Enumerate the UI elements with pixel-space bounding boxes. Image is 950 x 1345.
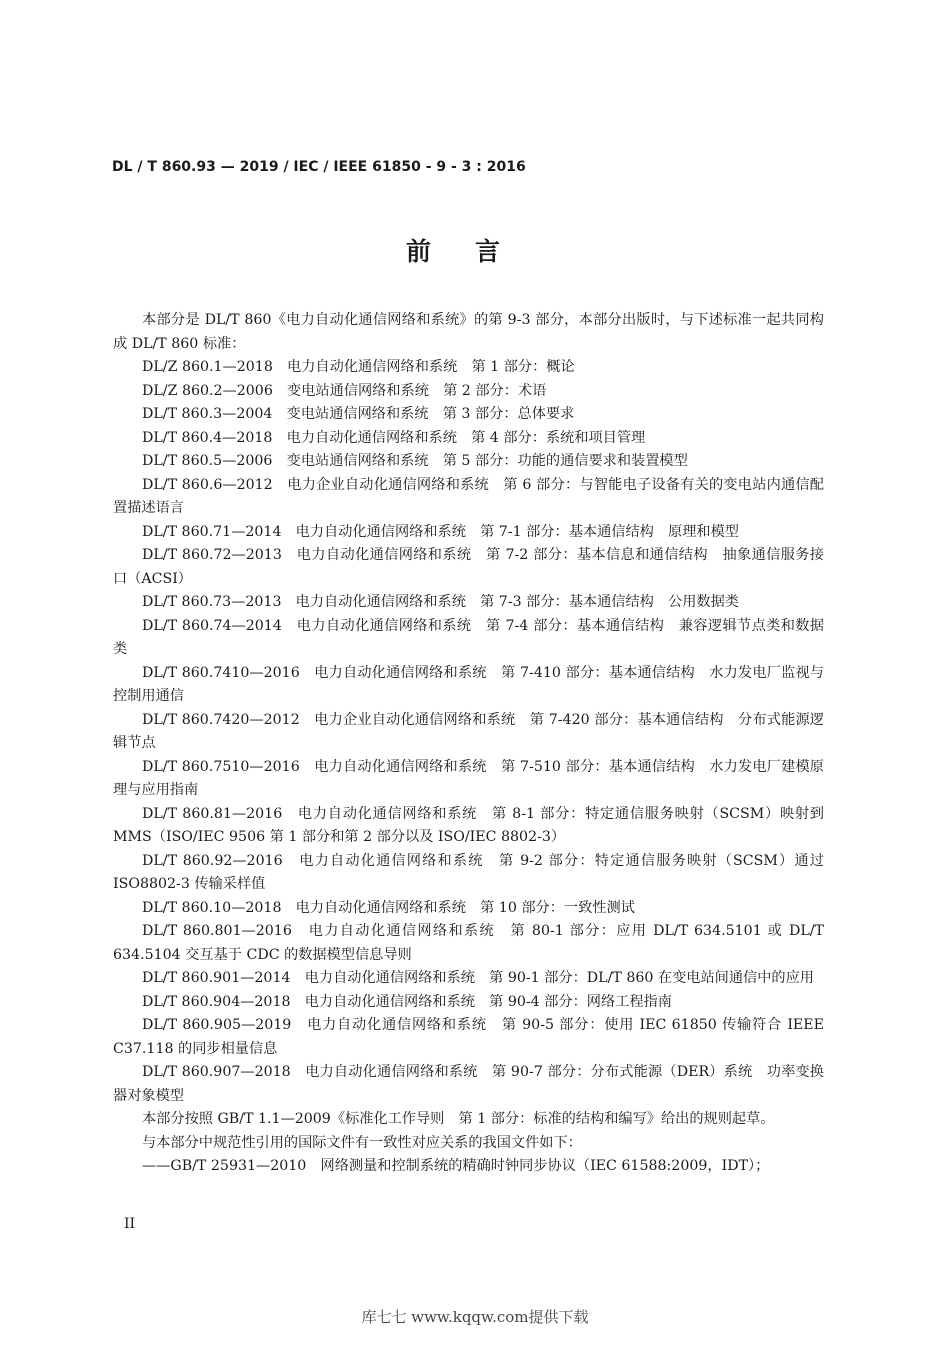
standard-item: DL/T 860.7420—2012 电力企业自动化通信网络和系统 第 7-420 部分：基本通信结构 分布式能源逻辑节点 (113, 711, 824, 751)
standard-item: DL/T 860.7410—2016 电力自动化通信网络和系统 第 7-410 部分：基本通信结构 水力发电厂监视与控制用通信 (113, 664, 824, 704)
drafting-note: 本部分按照 GB/T 1.1—2009《标准化工作导则 第 1 部分：标准的结构和编写》给出的规则起草。 (142, 1111, 775, 1127)
intro-paragraph: 本部分是 DL/T 860《电力自动化通信网络和系统》的第 9-3 部分，本部分出版时，与下述标准一起共同构成 DL/T 860 标准： (113, 312, 824, 352)
standards-list (113, 356, 824, 1108)
standard-item: DL/T 860.72—2013 电力自动化通信网络和系统 第 7-2 部分：基本信息和通信结构 抽象通信服务接口（ACSI） (113, 547, 824, 587)
standard-item: DL/T 860.4—2018 电力自动化通信网络和系统 第 4 部分：系统和项目管理 (142, 429, 646, 446)
standard-item: DL/Z 860.2—2006 变电站通信网络和系统 第 2 部分：术语 (142, 382, 547, 399)
document-body (113, 309, 824, 1179)
standard-item: DL/T 860.74—2014 电力自动化通信网络和系统 第 7-4 部分：基本通信结构 兼容逻辑节点类和数据类 (113, 617, 824, 657)
standard-item: DL/T 860.73—2013 电力自动化通信网络和系统 第 7-3 部分：基本通信结构 公用数据类 (142, 594, 739, 610)
standard-item: DL/T 860.81—2016 电力自动化通信网络和系统 第 8-1 部分：特定通信服务映射（SCSM）映射到 MMS（ISO/IEC 9506 第 1 部分和第 2 部分以及 ISO/IEC 8802-3） (113, 805, 824, 845)
download-footer: 库七七 www.kqqw.com提供下载 (361, 1308, 589, 1326)
standard-item: DL/T 860.801—2016 电力自动化通信网络和系统 第 80-1 部分：应用 DL/T 634.5101 或 DL/T 634.5104 交互基于 CDC 的数据模型信息导则 (113, 923, 824, 963)
standard-item: DL/T 860.92—2016 电力自动化通信网络和系统 第 9-2 部分：特定通信服务映射（SCSM）通过 ISO8802-3 传输采样值 (113, 852, 824, 892)
standard-item: DL/T 860.905—2019 电力自动化通信网络和系统 第 90-5 部分：使用 IEC 61850 传输符合 IEEE C37.118 的同步相量信息 (113, 1017, 824, 1057)
standard-item: DL/T 860.901—2014 电力自动化通信网络和系统 第 90-1 部分：DL/T 860 在变电站间通信中的应用 (142, 970, 814, 986)
standard-item: DL/T 860.5—2006 变电站通信网络和系统 第 5 部分：功能的通信要求和装置模型 (142, 453, 688, 469)
standard-item: DL/T 860.71—2014 电力自动化通信网络和系统 第 7-1 部分：基本通信结构 原理和模型 (142, 523, 739, 540)
standard-item: DL/T 860.904—2018 电力自动化通信网络和系统 第 90-4 部分：网络工程指南 (142, 993, 672, 1010)
correspondence-item: ——GB/T 25931—2010 网络测量和控制系统的精确时钟同步协议（IEC 61588:2009，IDT）； (142, 1158, 770, 1174)
page-number: II (124, 1216, 136, 1232)
standard-item: DL/T 860.907—2018 电力自动化通信网络和系统 第 90-7 部分：分布式能源（DER）系统 功率变换器对象模型 (113, 1064, 824, 1104)
correspondence-intro: 与本部分中规范性引用的国际文件有一致性对应关系的我国文件如下： (142, 1134, 582, 1151)
page-title: 前言 (405, 237, 544, 266)
standard-item: DL/T 860.6—2012 电力企业自动化通信网络和系统 第 6 部分：与智能电子设备有关的变电站内通信配置描述语言 (113, 476, 824, 516)
standard-item: DL/Z 860.1—2018 电力自动化通信网络和系统 第 1 部分：概论 (142, 359, 575, 375)
standard-item: DL/T 860.7510—2016 电力自动化通信网络和系统 第 7-510 部分：基本通信结构 水力发电厂建模原理与应用指南 (113, 758, 824, 798)
standard-item: DL/T 860.3—2004 变电站通信网络和系统 第 3 部分：总体要求 (142, 406, 575, 422)
document-code-header: DL / T 860.93 — 2019 / IEC / IEEE 61850 - 9 - 3 : 2016 (112, 159, 526, 175)
standard-item: DL/T 860.10—2018 电力自动化通信网络和系统 第 10 部分：一致性测试 (142, 899, 635, 916)
